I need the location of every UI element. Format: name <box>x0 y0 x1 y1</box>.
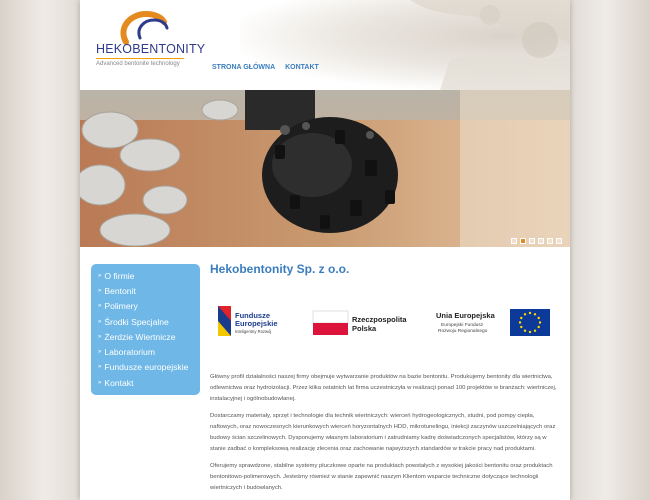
arrow-icon: » <box>98 349 102 356</box>
slide-dot[interactable] <box>529 238 535 244</box>
drill-bit-photo <box>80 90 570 247</box>
top-nav <box>212 64 319 71</box>
rzeczpospolita-polska-logo <box>313 311 407 335</box>
intro-paragraph: Główny profil działalności naszej firmy obejmuje wytwarzanie produktów na bazie bentonitu. Produkujemy bentonity dla wiertnictwa, odlewnictwa oraz hydroizolacji. Przez kilka ostatnich lat firma uczestniczyła w realizacji ponad 100 projektów w branżach: wiertniczej, instalacyjnej i ogólnobudowlanej. <box>210 374 557 402</box>
arrow-icon: » <box>98 364 102 371</box>
arrow-icon: » <box>98 287 102 294</box>
sidebar-item-label: O firmie <box>104 270 135 281</box>
sidebar-item-label: Kontakt <box>104 377 134 388</box>
slide-dot[interactable] <box>556 238 562 244</box>
fe-logo-line1: Fundusze <box>235 311 270 320</box>
slide-dot[interactable] <box>547 238 553 244</box>
right-background <box>570 0 650 500</box>
fe-logo-line2: Europejskie <box>235 319 278 328</box>
arrow-icon: » <box>98 379 102 386</box>
sidebar-item-label: Środki Specjalne <box>104 316 169 327</box>
ue-logo-line2: Europejski Fundusz <box>441 323 484 328</box>
logo-divider <box>96 58 184 59</box>
sidebar-item-polimery[interactable] <box>98 299 200 314</box>
rp-logo-line2: Polska <box>352 324 377 333</box>
sidebar-item-o-firmie[interactable] <box>98 268 200 283</box>
sidebar-item-label: Żerdzie Wiertnicze <box>104 331 176 342</box>
ue-logo-line3: Rozwoju Regionalnego <box>438 329 488 334</box>
sidebar-menu <box>91 264 200 395</box>
nav-contact-link[interactable]: KONTAKT <box>285 64 319 71</box>
fundusze-europejskie-logo <box>218 306 278 336</box>
arrow-icon: » <box>98 333 102 340</box>
slide-dot[interactable] <box>538 238 544 244</box>
sidebar-item-kontakt[interactable] <box>98 375 200 390</box>
sidebar-item-srodki-specjalne[interactable] <box>98 314 200 329</box>
sidebar-item-zerdzie-wiertnicze[interactable] <box>98 329 200 344</box>
services-paragraph: Dostarczamy materiały, sprzęt i technologie dla technik wiertniczych: wierceń hydrogeologicznych, studni, pod pompy ciepła, naftowych, oraz nowoczesnych kierunkowych wierceń horyzontalnych HDD, mikrotunelingu, iniekcji zaczynów uszczelniających oraz budowy ścian szczelinowych. Dysponujemy własnym laboratorium i zatrudniamy kadrę doświadczonych specjalistów, którzy są w stanie zadbać o kompleksową realizację zlecenia oraz zachowanie najwyższych standardów w trakcie pracy nad produktami. <box>210 413 556 452</box>
sidebar-item-label: Laboratorium <box>104 347 155 358</box>
arrow-icon: » <box>98 318 102 325</box>
arrow-icon: » <box>98 303 102 310</box>
ue-logo-line1: Unia Europejska <box>436 311 495 320</box>
rp-logo-line1: Rzeczpospolita <box>352 315 407 324</box>
nav-home-link[interactable]: STRONA GŁÓWNA <box>212 64 276 71</box>
left-background <box>0 0 80 500</box>
eu-funding-logos <box>210 284 562 354</box>
sidebar-item-fundusze-europejskie[interactable] <box>98 360 200 375</box>
main-content <box>210 260 562 494</box>
slider-pagination <box>511 238 562 244</box>
arrow-icon: » <box>98 272 102 279</box>
header-rock-image <box>240 0 570 90</box>
hero-banner <box>80 90 570 247</box>
spacer <box>210 354 562 372</box>
sidebar-item-label: Polimery <box>104 301 138 312</box>
header <box>80 0 570 90</box>
sidebar-item-bentonit[interactable] <box>98 283 200 298</box>
sidebar-item-laboratorium[interactable] <box>98 344 200 359</box>
slide-dot[interactable] <box>511 238 517 244</box>
offer-paragraph: Oferujemy sprawdzone, stabilne systemy płuczkowe oparte na produktach powstałych z wysokiej jakości bentonitu oraz produktach bentonitowo-polimerowych. Jesteśmy również w stanie zapewnić naszym Klientom wsparcie techniczne dotyczące technologii wiertniczych i budowlanych. <box>210 463 553 491</box>
unia-europejska-logo <box>436 309 550 336</box>
logo-wordmark: HEKOBENTONITY <box>96 42 206 56</box>
sidebar-item-label: Bentonit <box>104 285 136 296</box>
slide-dot-active[interactable] <box>520 238 526 244</box>
fe-logo-line3: Inteligentny Rozwój <box>235 329 272 334</box>
logo-tagline: Advanced bentonite technology <box>96 61 180 67</box>
page-container <box>80 0 570 500</box>
page-title: Hekobentonity Sp. z o.o. <box>210 262 350 276</box>
sidebar-item-label: Fundusze europejskie <box>104 362 189 373</box>
